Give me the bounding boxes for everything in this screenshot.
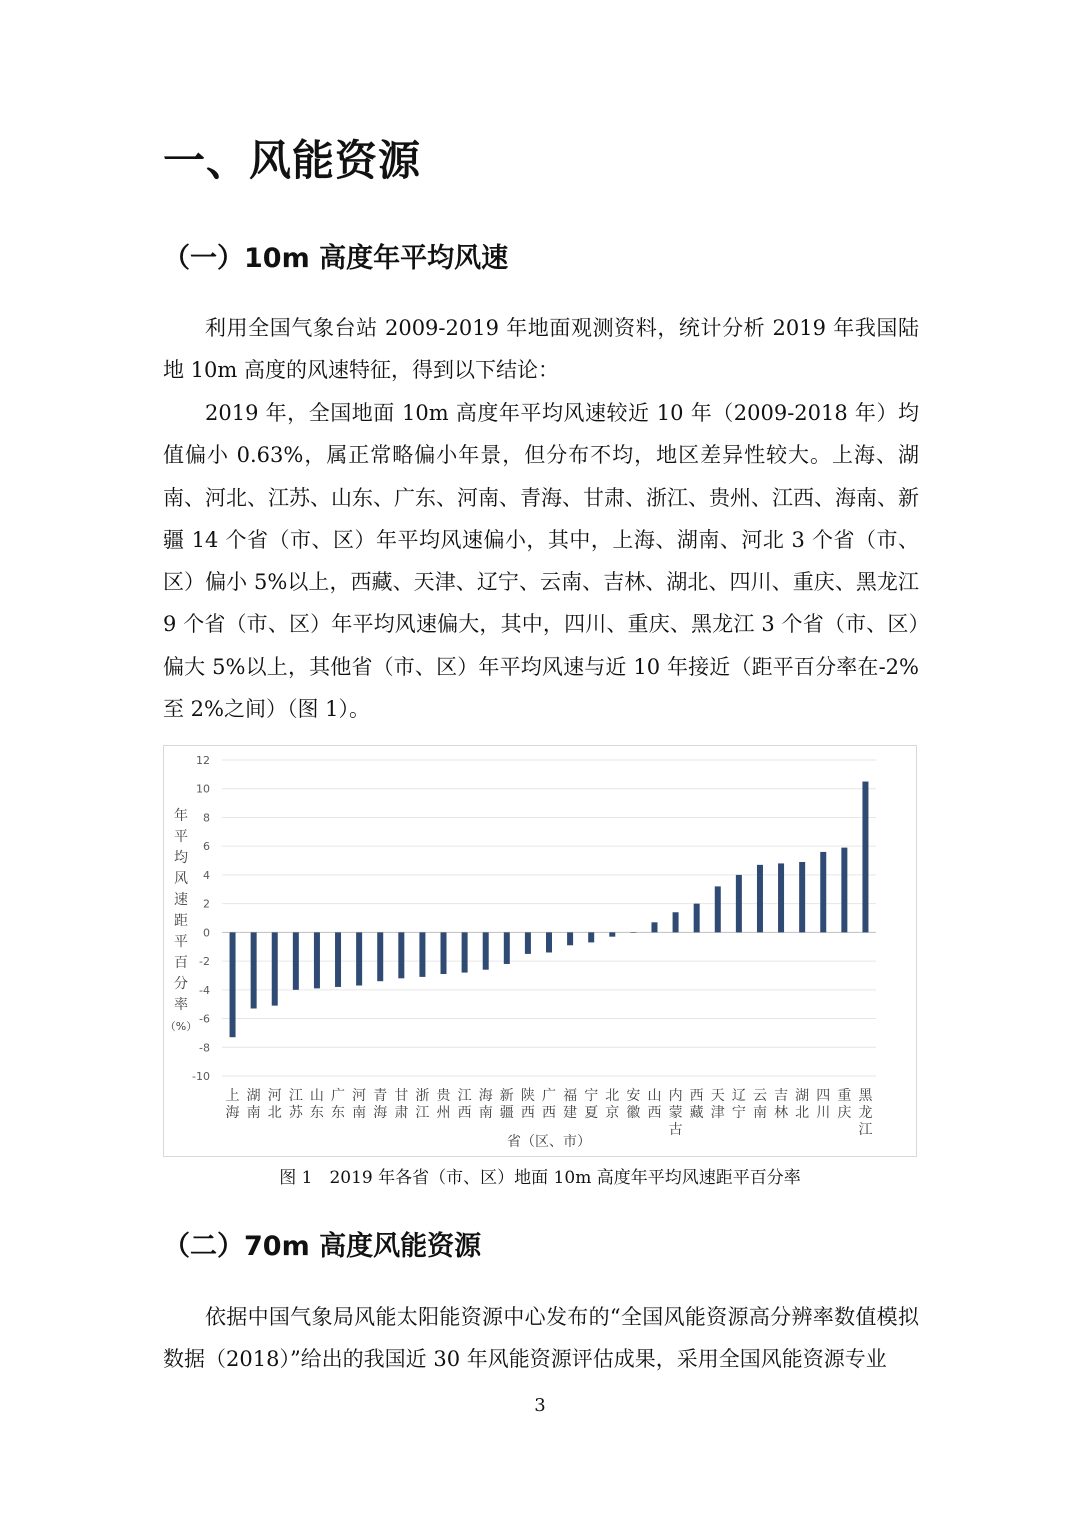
figure-1-caption: 图 1 2019 年各省（市、区）地面 10m 高度年平均风速距平百分率: [279, 1168, 801, 1188]
x-tick-label-黑龙江: 黑龙江: [858, 1088, 873, 1138]
x-tick-label-新疆: 新疆: [499, 1088, 514, 1121]
bar-山西: [651, 922, 657, 932]
y-tick-label: 2: [203, 897, 210, 911]
section-2-paragraph-1: 依据中国气象局风能太阳能资源中心发布的“全国风能资源高分辨率数值模拟数据（2018）”给出的我国近 30 年风能资源评估成果，采用全国风能资源专业: [163, 1305, 919, 1372]
bar-贵州: [441, 932, 447, 974]
x-tick-label-重庆: 重庆: [837, 1088, 852, 1121]
x-tick-label-湖北: 湖北: [795, 1088, 810, 1121]
x-tick-label-广东: 广东: [331, 1088, 346, 1121]
x-tick-label-辽宁: 辽宁: [731, 1088, 746, 1121]
bar-青海: [377, 932, 383, 981]
section-1-paragraph-1: 利用全国气象台站 2009-2019 年地面观测资料，统计分析 2019 年我国陆地 10m 高度的风速特征，得到以下结论：: [163, 316, 919, 383]
bar-河南: [356, 932, 362, 985]
y-axis-label-char: 距: [174, 913, 188, 929]
bar-福建: [567, 932, 573, 945]
bar-安徽: [630, 932, 636, 933]
bar-广西: [546, 932, 552, 952]
x-tick-label-云南: 云南: [752, 1088, 767, 1121]
bar-内蒙古: [673, 912, 679, 932]
y-axis-label-char: 平: [174, 829, 188, 845]
x-tick-label-山西: 山西: [647, 1088, 662, 1121]
bar-新疆: [504, 932, 510, 964]
bar-河北: [272, 932, 278, 1005]
x-tick-label-安徽: 安徽: [626, 1088, 641, 1121]
x-tick-label-陕西: 陕西: [520, 1088, 535, 1121]
bar-黑龙江: [862, 782, 868, 933]
bar-上海: [230, 932, 236, 1037]
x-tick-label-海南: 海南: [478, 1088, 493, 1121]
x-tick-label-河南: 河南: [352, 1088, 367, 1121]
x-tick-label-江西: 江西: [457, 1088, 472, 1121]
x-tick-label-广西: 广西: [542, 1088, 556, 1121]
y-tick-label: -4: [199, 983, 210, 997]
x-tick-label-河北: 河北: [267, 1088, 282, 1121]
page-number: 3: [534, 1395, 546, 1416]
y-axis-label-char: 分: [174, 976, 188, 992]
bar-重庆: [841, 848, 847, 933]
x-tick-label-西藏: 西藏: [689, 1088, 704, 1121]
x-tick-label-吉林: 吉林: [774, 1088, 789, 1121]
y-tick-label: 8: [203, 811, 210, 825]
x-tick-label-四川: 四川: [816, 1088, 831, 1121]
y-tick-label: 12: [196, 754, 210, 767]
y-tick-label: 6: [203, 840, 210, 854]
x-tick-label-内蒙古: 内蒙古: [668, 1088, 683, 1138]
bar-广东: [335, 932, 341, 987]
bar-陕西: [525, 932, 531, 954]
page-heading: 一、风能资源: [163, 136, 422, 185]
x-tick-label-宁夏: 宁夏: [584, 1088, 599, 1121]
y-tick-label: -8: [199, 1041, 210, 1055]
x-tick-label-甘肃: 甘肃: [394, 1088, 409, 1121]
y-axis-label-char: 速: [174, 892, 188, 908]
section-1-paragraph-2: 2019 年，全国地面 10m 高度年平均风速较近 10 年（2009-2018 年）均值偏小 0.63%，属正常略偏小年景，但分布不均，地区差异性较大。上海、湖南、河北、江苏、山东、广东、河南、青海、甘肃、浙江、贵州、江西、海南、新疆 14 个省（市、区）年平均风速偏小，其中，上海、湖南、河北 3 个省（市、区）偏小 5%以上，西藏、天津、辽宁、云南、吉林、湖北、四川、重庆、黑龙江 9 个省（市、区）年平均风速偏大，其中，四川、重庆、黑龙江 3 个省（市、区）偏大 5%以上，其他省（市、区）年平均风速与近 10 年接近（距平百分率在-2%至 2%之间）（图 1）。: [163, 401, 919, 722]
x-tick-label-青海: 青海: [373, 1088, 388, 1121]
y-axis-label-char: 百: [174, 955, 188, 971]
y-tick-label: -6: [199, 1012, 210, 1026]
section-2-title: （二）70m 高度风能资源: [163, 1231, 482, 1262]
y-tick-label: -10: [192, 1070, 210, 1083]
bar-天津: [715, 886, 721, 932]
x-tick-label-北京: 北京: [605, 1088, 620, 1121]
bar-辽宁: [736, 875, 742, 932]
x-tick-label-江苏: 江苏: [288, 1088, 303, 1121]
y-axis-label-char: 平: [174, 934, 188, 950]
bar-吉林: [778, 863, 784, 932]
bar-云南: [757, 865, 763, 933]
bar-四川: [820, 852, 826, 932]
bar-山东: [314, 932, 320, 988]
x-tick-label-上海: 上海: [225, 1088, 240, 1121]
x-tick-label-福建: 福建: [563, 1088, 578, 1121]
y-tick-label: 4: [203, 868, 210, 882]
x-axis-label: 省（区、市）: [507, 1134, 591, 1150]
bar-海南: [483, 932, 489, 969]
bar-chart: [164, 746, 916, 1156]
x-tick-label-湖南: 湖南: [246, 1088, 261, 1121]
bar-甘肃: [398, 932, 404, 978]
bar-浙江: [419, 932, 425, 977]
y-axis-label-char: 风: [174, 871, 188, 887]
figure-1-chart: [163, 745, 917, 1157]
y-axis-label-char: 年: [174, 808, 188, 824]
section-1-title: （一）10m 高度年平均风速: [163, 243, 509, 274]
bar-北京: [609, 932, 615, 936]
x-tick-label-贵州: 贵州: [436, 1088, 451, 1121]
bar-宁夏: [588, 932, 594, 942]
y-axis-label-char: （%）: [164, 1020, 198, 1033]
bar-湖南: [251, 932, 257, 1008]
y-axis-label-char: 率: [174, 997, 188, 1013]
bar-江苏: [293, 932, 299, 989]
y-axis-label-char: 均: [174, 850, 188, 866]
bar-西藏: [694, 904, 700, 933]
bar-湖北: [799, 862, 805, 932]
y-tick-label: 10: [196, 782, 210, 796]
x-tick-label-浙江: 浙江: [415, 1088, 430, 1121]
x-tick-label-山东: 山东: [309, 1088, 324, 1121]
x-tick-label-天津: 天津: [710, 1088, 725, 1121]
y-tick-label: 0: [203, 926, 210, 940]
y-tick-label: -2: [199, 955, 210, 969]
bar-江西: [462, 932, 468, 972]
